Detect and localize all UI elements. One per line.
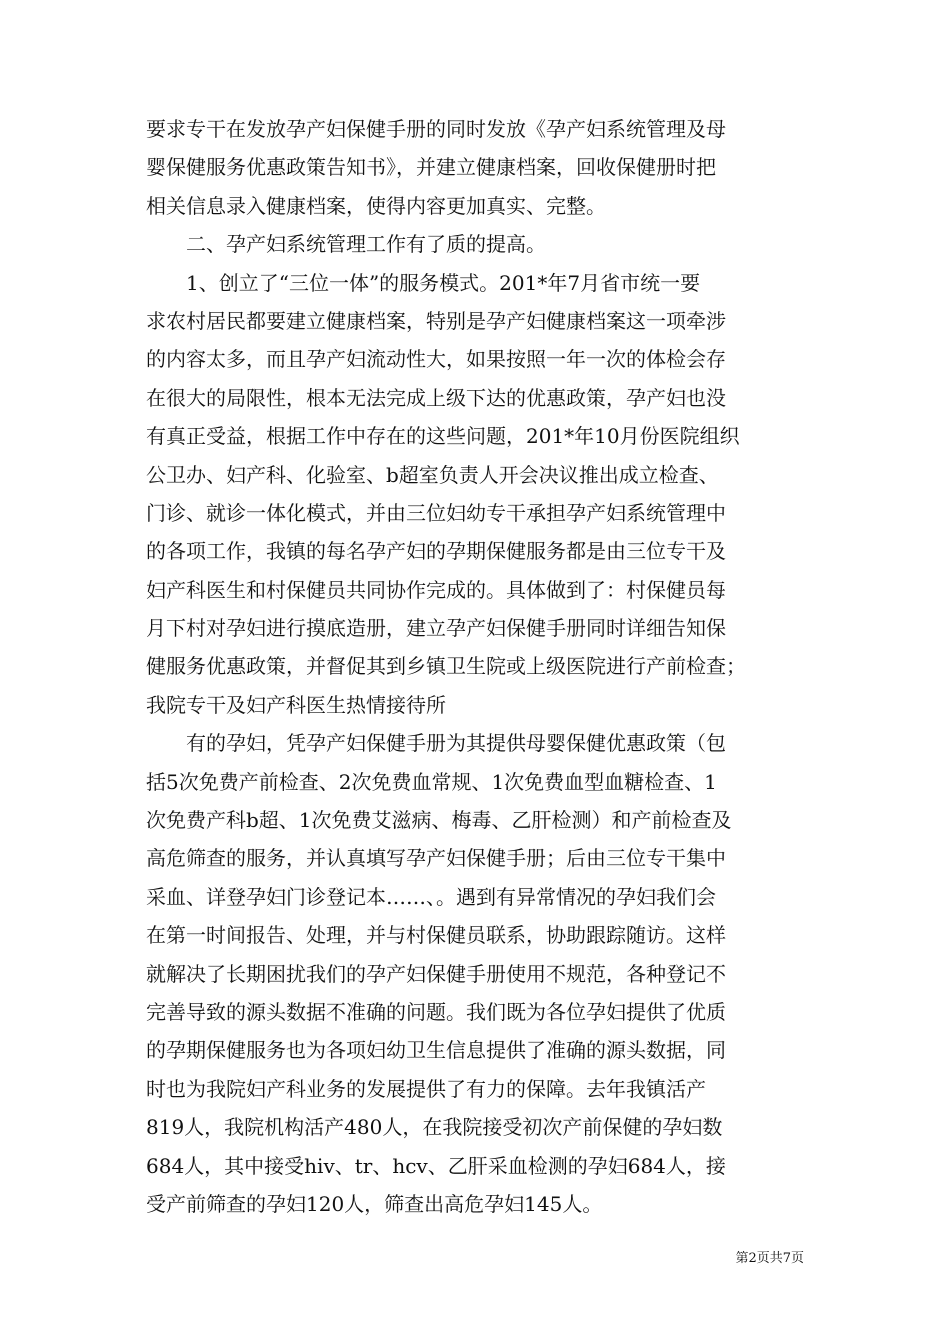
text-line: 在第一时间报告、处理，并与村保健员联系，协助跟踪随访。这样 xyxy=(146,923,726,948)
text-line: 的各项工作，我镇的每名孕产妇的孕期保健服务都是由三位专干及 xyxy=(146,539,726,564)
text-line: 妇产科医生和村保健员共同协作完成的。具体做到了：村保健员每 xyxy=(146,577,726,602)
text-line: 括5次免费产前检查、2次免费血常规、1次免费血型血糖检查、1 xyxy=(146,769,717,794)
text-line: 有真正受益，根据工作中存在的这些问题，201*年10月份医院组织 xyxy=(146,424,740,449)
text-line: 就解决了长期困扰我们的孕产妇保健手册使用不规范，各种登记不 xyxy=(146,961,726,986)
text-line: 时也为我院妇产科业务的发展提供了有力的保障。去年我镇活产 xyxy=(146,1076,706,1101)
page-number: 第2页共7页 xyxy=(735,1251,804,1266)
text-line: 完善导致的源头数据不准确的问题。我们既为各位孕妇提供了优质 xyxy=(146,999,726,1024)
section-heading: 二、孕产妇系统管理工作有了质的提高。 xyxy=(186,232,546,257)
text-line: 高危筛查的服务，并认真填写孕产妇保健手册；后由三位专干集中 xyxy=(146,846,726,871)
text-line: 健服务优惠政策，并督促其到乡镇卫生院或上级医院进行产前检查； xyxy=(146,654,746,679)
text-line: 的内容太多，而且孕产妇流动性大，如果按照一年一次的体检会存 xyxy=(146,347,726,372)
text-line: 的孕期保健服务也为各项妇幼卫生信息提供了准确的源头数据，同 xyxy=(146,1038,726,1063)
text-line: 采血、详登孕妇门诊登记本……、。遇到有异常情况的孕妇我们会 xyxy=(146,884,716,909)
text-line: 受产前筛查的孕妇120人，筛查出高危孕妇145人。 xyxy=(146,1191,603,1216)
text-line: 公卫办、妇产科、化验室、b超室负责人开会决议推出成立检查、 xyxy=(146,462,719,487)
text-line: 我院专干及妇产科医生热情接待所 xyxy=(146,692,446,717)
text-line: 有的孕妇，凭孕产妇保健手册为其提供母婴保健优惠政策（包 xyxy=(186,731,726,756)
text-line: 婴保健服务优惠政策告知书》，并建立健康档案，回收保健册时把 xyxy=(146,155,716,180)
text-line: 门诊、就诊一体化模式，并由三位妇幼专干承担孕产妇系统管理中 xyxy=(146,500,726,525)
text-line: 次免费产科b超、1次免费艾滋病、梅毒、乙肝检测）和产前检查及 xyxy=(146,808,732,833)
text-line: 在很大的局限性，根本无法完成上级下达的优惠政策，孕产妇也没 xyxy=(146,385,726,410)
document-body xyxy=(146,110,810,1223)
text-line: 相关信息录入健康档案，使得内容更加真实、完整。 xyxy=(146,193,606,218)
text-line: 要求专干在发放孕产妇保健手册的同时发放《孕产妇系统管理及母 xyxy=(146,117,726,141)
text-line: 684人，其中接受hiv、tr、hcv、乙肝采血检测的孕妇684人，接 xyxy=(146,1153,726,1178)
text-line: 月下村对孕妇进行摸底造册，建立孕产妇保健手册同时详细告知保 xyxy=(146,616,726,641)
text-line: 819人，我院机构活产480人，在我院接受初次产前保健的孕妇数 xyxy=(146,1115,723,1140)
text-line: 求农村居民都要建立健康档案，特别是孕产妇健康档案这一项牵涉 xyxy=(146,308,726,333)
text-line: 1、创立了“三位一体”的服务模式。201*年7月省市统一要 xyxy=(186,270,701,295)
